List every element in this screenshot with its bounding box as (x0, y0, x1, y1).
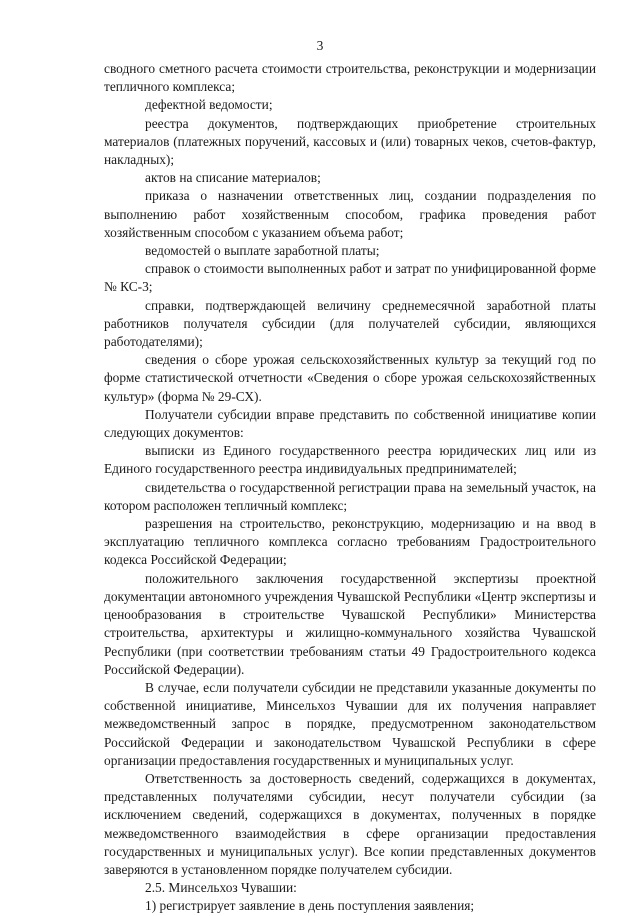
paragraph: дефектной ведомости; (145, 97, 273, 113)
paragraph: сводного сметного расчета стоимости строительства, реконструкции и модернизации тепличного комплекса; (104, 61, 596, 95)
paragraph: сведения о сборе урожая сельскохозяйственных культур за текущий год по форме статистической отчетности «Сведения о сборе урожая сельскохозяйственных культур» (форма № 29-СХ). (104, 352, 596, 404)
paragraph: свидетельства о государственной регистрации права на земельный участок, на котором расположен тепличный комплекс; (104, 479, 596, 513)
page-number: 3 (316, 38, 324, 53)
paragraph: ведомостей о выплате заработной платы; (145, 243, 380, 259)
paragraph: выписки из Единого государственного реестра юридических лиц или из Единого государственного реестра индивидуальных предпринимателей; (104, 443, 596, 477)
paragraph: Ответственность за достоверность сведений, содержащихся в документах, представленных получателями субсидии, несут получатели субсидии (за исключением сведений, содержащихся в документах, полученных в порядке межведомственного взаимодействия в сфере организации предоставления государственных и муниципальных услуг). Все копии представленных документов заверяются в установленном порядке получателем субсидии. (104, 770, 596, 877)
document-body (104, 60, 596, 916)
paragraph: В случае, если получатели субсидии не представили указанные документы по собственной инициативе, Минсельхоз Чувашии для их получения направляет межведомственный запрос в порядке, предусмотренном законодательством Российской Федерации и законодательством Чувашской Республики в сфере организации предоставления государственных и муниципальных услуг. (104, 679, 596, 768)
paragraph: Получатели субсидии вправе представить по собственной инициативе копии следующих документов: (104, 406, 596, 441)
paragraph: разрешения на строительство, реконструкцию, модернизацию и на ввод в эксплуатацию тепличного комплекса согласно требованиям Градостроительного кодекса Российской Федерации; (104, 516, 596, 568)
paragraph: справок о стоимости выполненных работ и затрат по унифицированной форме № КС-3; (104, 261, 596, 295)
paragraph: 2.5. Минсельхоз Чувашии: (145, 880, 297, 896)
paragraph: актов на списание материалов; (145, 170, 321, 186)
paragraph: реестра документов, подтверждающих приобретение строительных материалов (платежных поручений, кассовых и (или) товарных чеков, счетов-фактур, накладных); (104, 115, 596, 168)
paragraph: справки, подтверждающей величину среднемесячной заработной платы работников получателя субсидии (для получателей субсидии, являющихся работодателями); (104, 297, 596, 350)
paragraph: приказа о назначении ответственных лиц, создании подразделения по выполнению работ хозяйственным способом, графика проведения работ хозяйственным способом с указанием объема работ; (104, 188, 596, 240)
paragraph: положительного заключения государственной экспертизы проектной документации автономного учреждения Чувашской Республики «Центр экспертизы и ценообразования в строительстве Чувашской Республики» Министерства строительства, архитектуры и жилищно-коммунального хозяйства Чувашской Республики (при соответствии требованиям статьи 49 Градостроительного кодекса Российской Федерации). (104, 570, 596, 677)
paragraph: 1) регистрирует заявление в день поступления заявления; (145, 898, 475, 914)
